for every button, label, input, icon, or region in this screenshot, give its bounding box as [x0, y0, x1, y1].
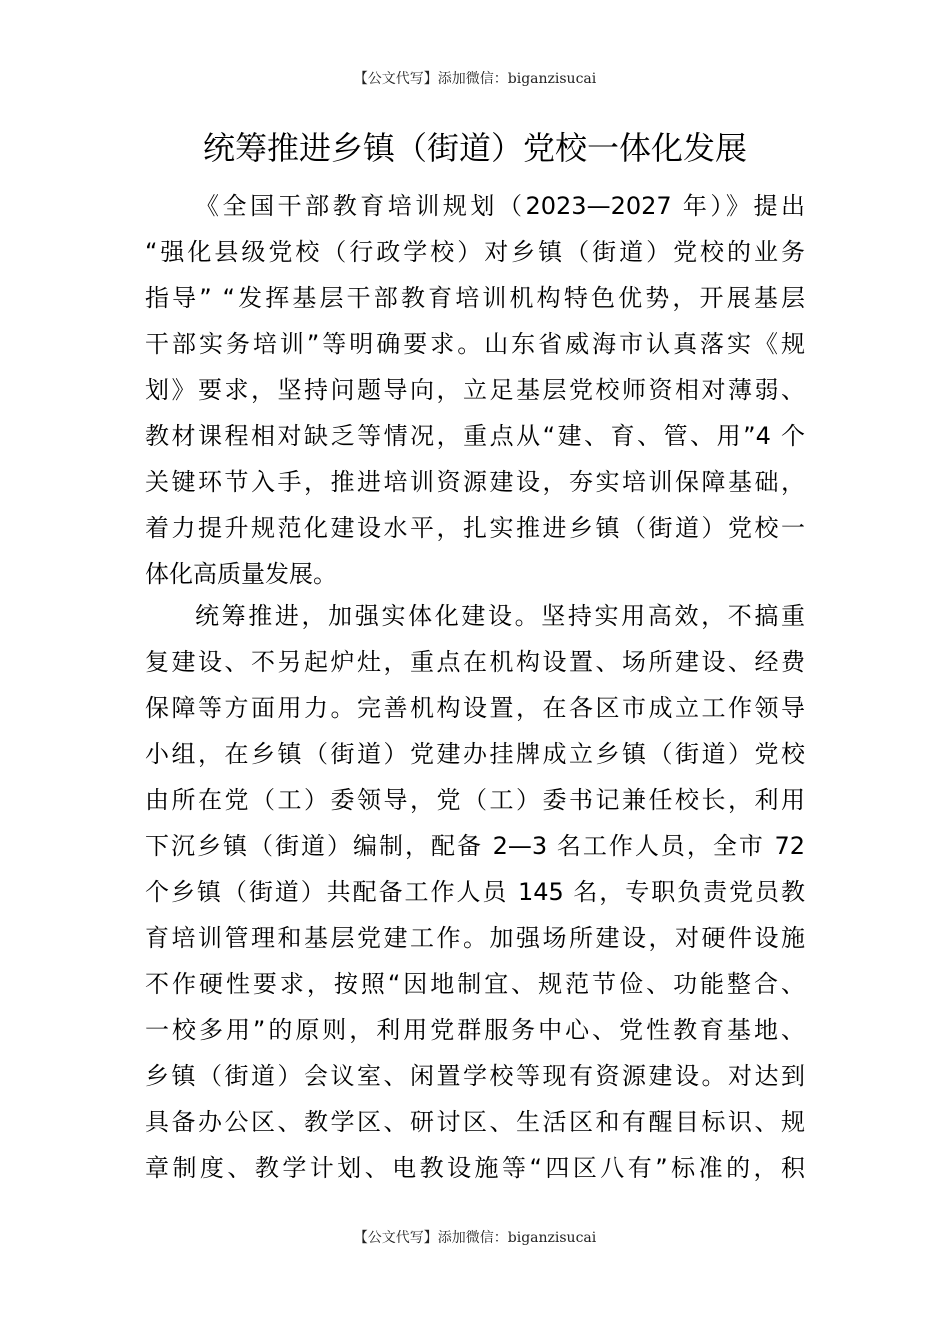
text-line: 干部实务培训”等明确要求。山东省威海市认真落实《规	[145, 330, 805, 358]
text-line: 《全国干部教育培训规划（2023—2027 年）》提出	[195, 192, 805, 220]
header-watermark-note: 【公文代写】添加微信：biganzisucai	[353, 71, 597, 87]
text-line: 一校多用”的原则，利用党群服务中心、党性教育基地、	[145, 1016, 805, 1044]
text-line: 个乡镇（街道）共配备工作人员 145 名，专职负责党员教	[145, 878, 805, 906]
paragraph-intro	[145, 183, 805, 597]
paragraph-section-one	[145, 593, 805, 1191]
text-line: 具备办公区、教学区、研讨区、生活区和有醒目标识、规	[145, 1108, 805, 1136]
text-line: “强化县级党校（行政学校）对乡镇（街道）党校的业务	[145, 238, 805, 266]
text-line: 着力提升规范化建设水平，扎实推进乡镇（街道）党校一	[145, 514, 805, 542]
text-line: 由所在党（工）委领导，党（工）委书记兼任校长，利用	[145, 786, 805, 814]
footer-watermark-note: 【公文代写】添加微信：biganzisucai	[353, 1230, 597, 1246]
text-line: 统筹推进，加强实体化建设。坚持实用高效，不搞重	[195, 602, 805, 630]
text-line: 指导” “发挥基层干部教育培训机构特色优势，开展基层	[145, 284, 805, 312]
text-line: 育培训管理和基层党建工作。加强场所建设，对硬件设施	[145, 924, 805, 952]
text-line: 下沉乡镇（街道）编制，配备 2—3 名工作人员，全市 72	[145, 832, 805, 860]
text-line: 乡镇（街道）会议室、闲置学校等现有资源建设。对达到	[145, 1062, 805, 1090]
text-line: 章制度、教学计划、电教设施等“四区八有”标准的，积	[145, 1154, 805, 1182]
text-line: 保障等方面用力。完善机构设置，在各区市成立工作领导	[145, 694, 805, 722]
text-line: 教材课程相对缺乏等情况，重点从“建、育、管、用”4 个	[145, 422, 805, 450]
text-line: 关键环节入手，推进培训资源建设，夯实培训保障基础，	[145, 468, 805, 496]
document-title: 统筹推进乡镇（街道）党校一体化发展	[202, 129, 747, 167]
text-line: 不作硬性要求，按照“因地制宜、规范节俭、功能整合、	[145, 970, 805, 998]
text-line: 小组，在乡镇（街道）党建办挂牌成立乡镇（街道）党校	[145, 740, 805, 768]
text-line: 划》要求，坚持问题导向，立足基层党校师资相对薄弱、	[145, 376, 805, 404]
text-line: 体化高质量发展。	[145, 560, 337, 588]
text-line: 复建设、不另起炉灶，重点在机构设置、场所建设、经费	[145, 648, 805, 676]
